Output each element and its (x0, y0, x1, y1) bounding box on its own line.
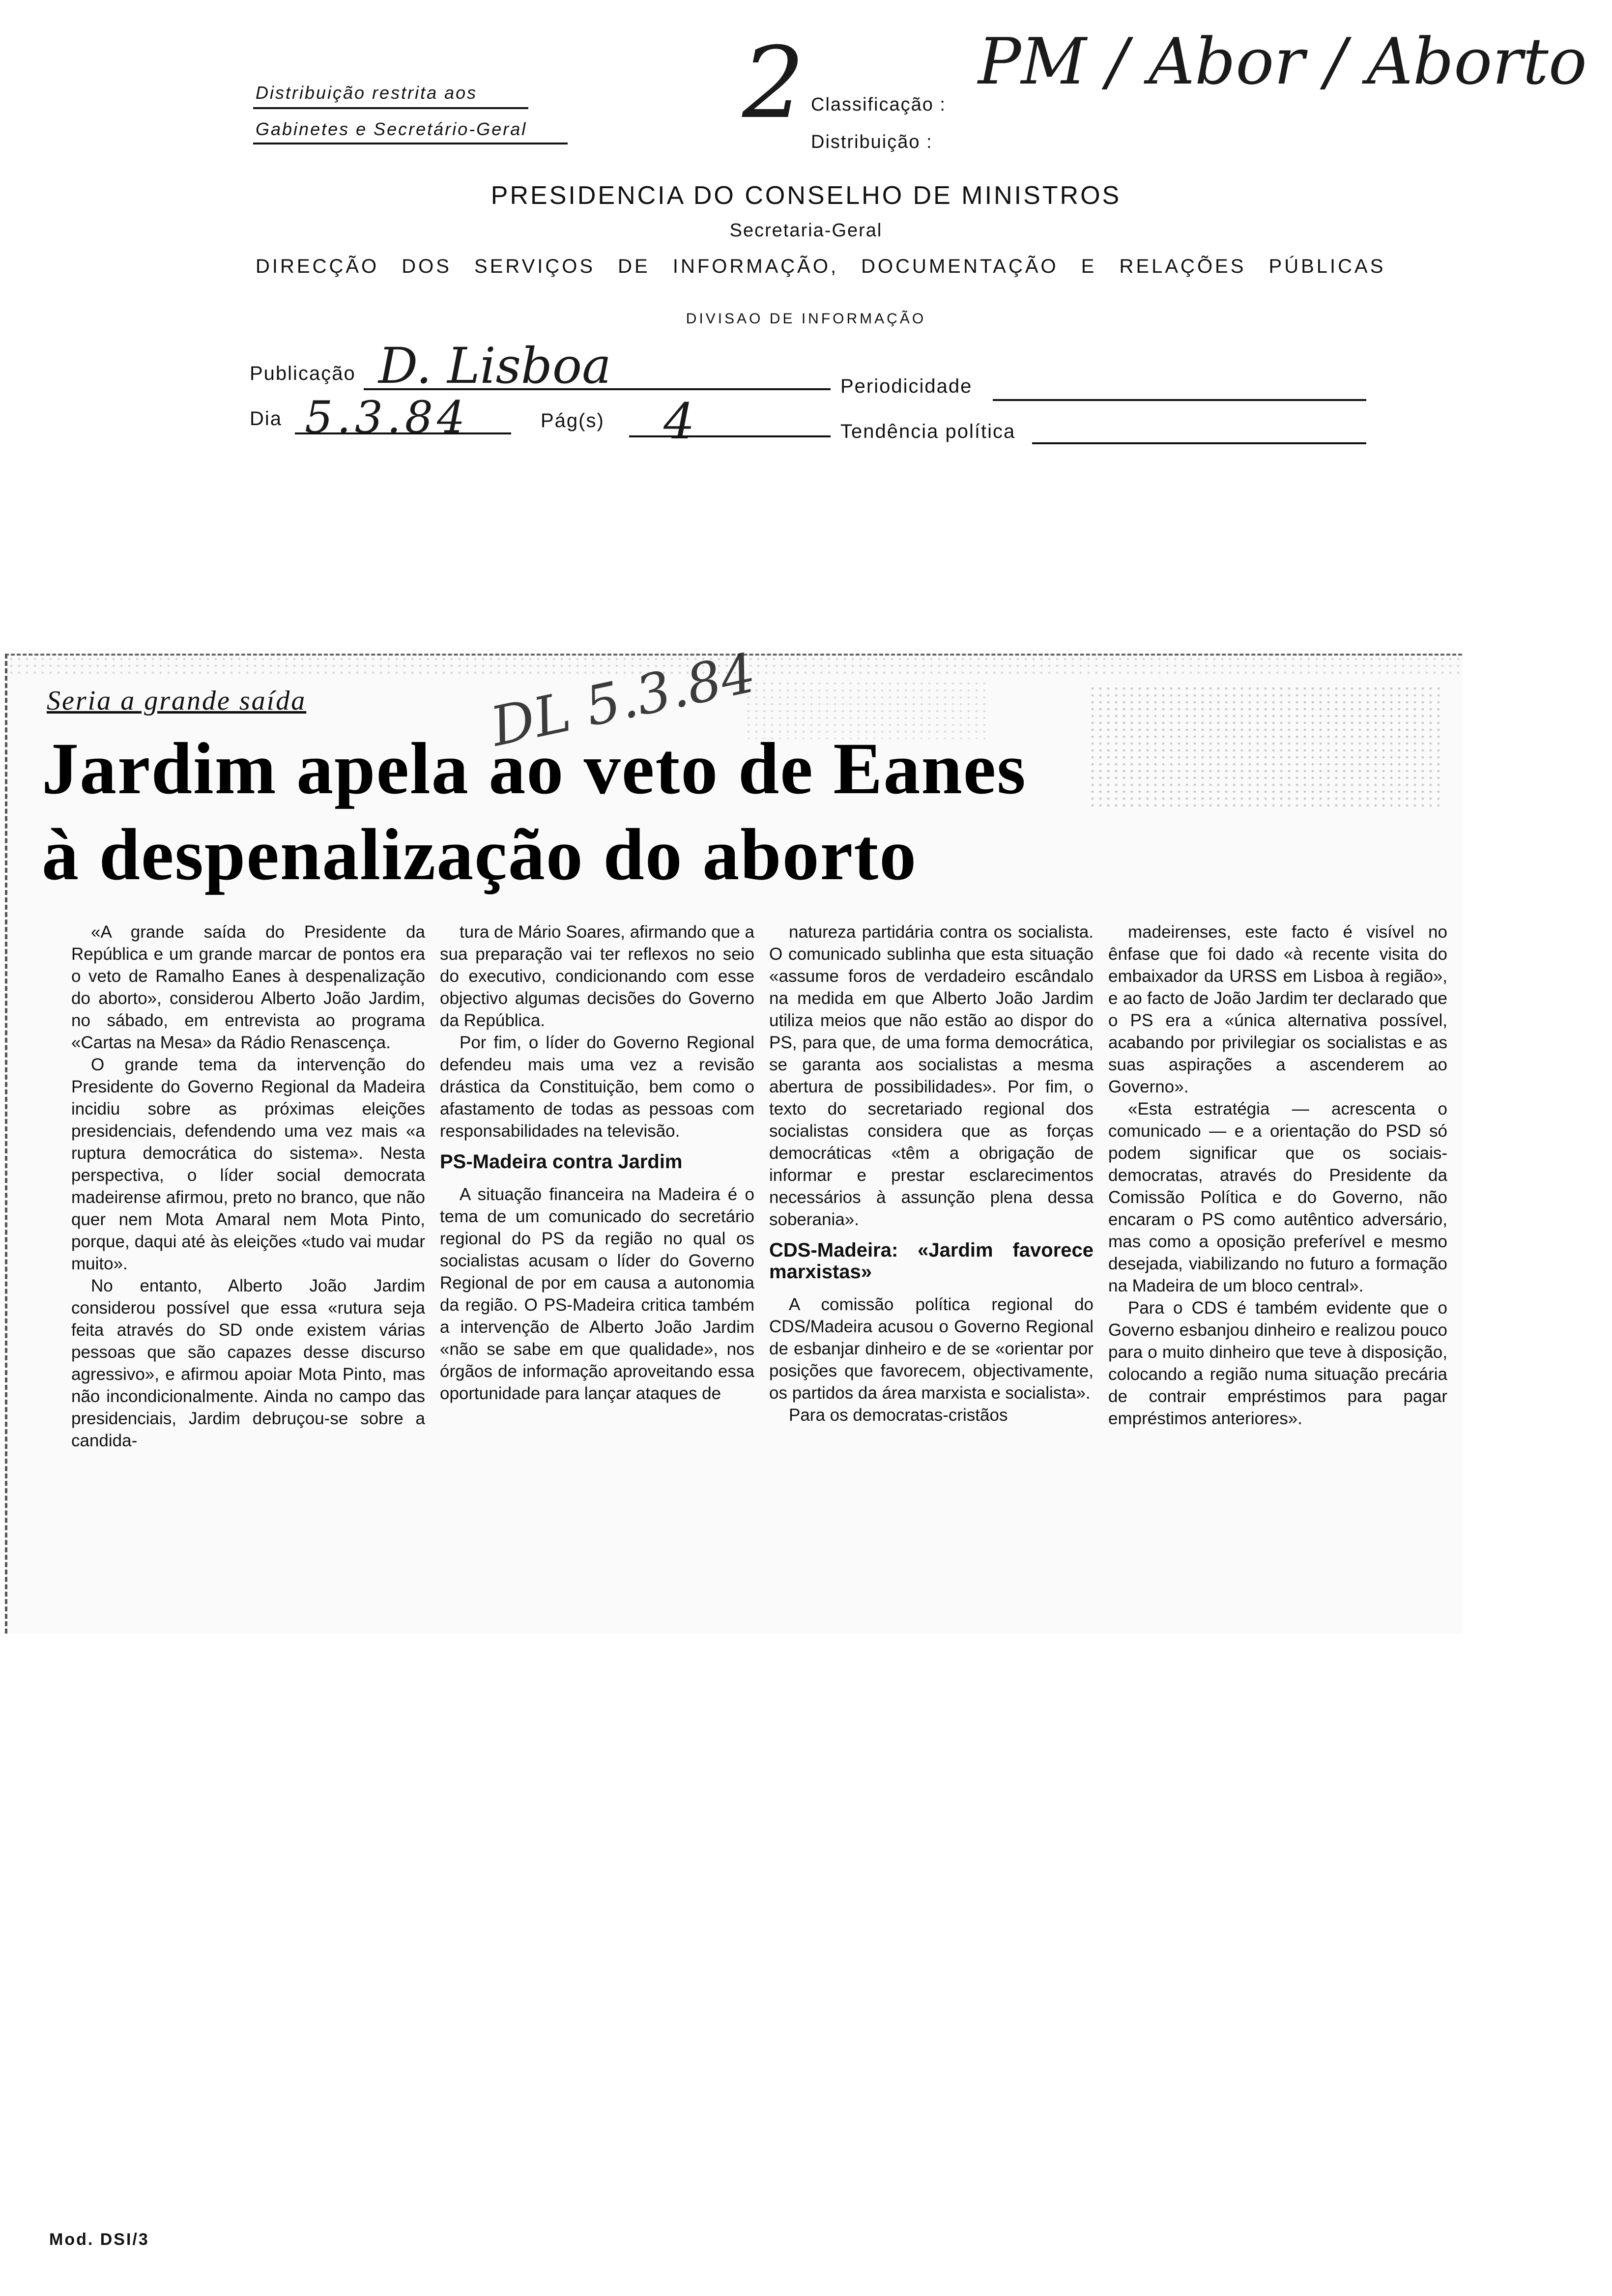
article-column-3 (769, 921, 1094, 1426)
distribuicao-label: Distribuição : (811, 132, 933, 152)
tendencia-label: Tendência política (840, 421, 1016, 442)
periodicidade-line (993, 399, 1366, 401)
pags-line (629, 435, 831, 437)
form-code: Mod. DSI/3 (49, 2230, 149, 2249)
handwritten-subject-note: PM / Abor / Aborto (978, 24, 1587, 99)
publicacao-label: Publicação (250, 363, 356, 384)
col3-paragraph: Para os democratas-cristãos (789, 1406, 1008, 1425)
col4-paragraph: «Esta estratégia — acrescenta o comunicado — e a orientação do PSD só podem significar que os sociais-democratas, através do Presidente da Comissão Política e do Governo, não encaram o PS como autêntico adversário, mas como a oposição preferível e mesmo desejada, viabilizando no futuro a formação na Madeira de um bloco central». (1108, 1099, 1447, 1295)
col2-paragraph: tura de Mário Soares, afirmando que a sua preparação vai ter reflexos no seio do executivo, condicionando com esse objectivo algumas decisões do Governo da República. (440, 922, 754, 1030)
ministry-title: PRESIDENCIA DO CONSELHO DE MINISTROS (490, 181, 1122, 210)
periodicidade-label: Periodicidade (840, 375, 973, 397)
col3-subheading: CDS-Madeira: «Jardim favorece marxistas» (769, 1239, 1094, 1283)
clipping-kicker: Seria a grande saída (47, 686, 307, 716)
divisao-title: DIVISAO DE INFORMAÇÃO (686, 311, 926, 327)
col3-paragraph: A comissão política regional do CDS/Madeira acusou o Governo Regional de esbanjar dinheiro e de se «orientar por posições que favorecem, objectivamente, os partidos da área marxista e socialista». (769, 1295, 1094, 1403)
dia-line (295, 432, 511, 434)
col4-paragraph: madeirenses, este facto é visível no ênfase que foi dado «à recente visita do embaixador da URSS em Lisboa à região», e ao facto de João Jardim ter declarado que o PS era a «única alternativa possível, acabando por privilegiar os socialistas e as suas aspirações a ascenderem ao Governo». (1108, 922, 1447, 1096)
handwritten-date-stamp: DL 5.3.84 (485, 641, 761, 759)
dia-label: Dia (250, 408, 283, 430)
headline-line1: Jardim apela ao veto de Eanes (42, 728, 1027, 809)
handwritten-class-number: 2 (742, 26, 805, 141)
publicacao-value: D. Lisboa (378, 337, 611, 395)
classificacao-label: Classificação : (811, 94, 946, 115)
col1-paragraph: «A grande saída do Presidente da República e um grande marcar de pontos era o veto de Ramalho Eanes à despenalização do aborto», considerou Alberto João Jardim, no sábado, em entrevista ao programa «Cartas na Mesa» da Rádio Renascença. (71, 922, 425, 1052)
direccao-title: DIRECÇÃO DOS SERVIÇOS DE INFORMAÇÃO, DOCUMENTAÇÃO E RELAÇÕES PÚBLICAS (256, 256, 1386, 277)
col1-paragraph: No entanto, Alberto João Jardim considerou possível que essa «rutura seja feita através do SD onde existem várias pessoas que são capazes desse discurso agressivo», e afirmou apoiar Mota Pinto, mas não incondicionalmente. Ainda no campo das presidenciais, Jardim debruçou-se sobre a candida- (71, 1276, 425, 1450)
headline-line2: à despenalização do aborto (42, 814, 918, 895)
photocopy-noise-topright (1089, 685, 1442, 808)
pags-label: Pág(s) (541, 410, 604, 431)
pags-value: 4 (663, 393, 695, 450)
distribution-note-divider (253, 107, 528, 109)
col4-paragraph: Para o CDS é também evidente que o Governo esbanjou dinheiro e realizou pouco para o muito dinheiro que teve à disposição, colocando a região numa situação precária de contrair empréstimos para pagar empréstimos anteriores». (1108, 1298, 1447, 1428)
publicacao-line (364, 388, 831, 390)
dia-value: 5.3.84 (305, 392, 469, 443)
newspaper-clipping (5, 641, 1462, 1634)
article-column-2 (440, 921, 754, 1405)
article-column-4 (1108, 921, 1447, 1430)
col2-paragraph: Por fim, o líder do Governo Regional defendeu mais uma vez a revisão drástica da Constituição, bem como o afastamento de todas as pessoas com responsabilidades na televisão. (440, 1033, 754, 1141)
col2-subheading: PS-Madeira contra Jardim (440, 1151, 683, 1173)
article-column-1 (71, 921, 425, 1452)
distribution-note-line2: Gabinetes e Secretário-Geral (256, 119, 527, 139)
tendencia-line (1032, 442, 1366, 444)
secretaria-subtitle: Secretaria-Geral (729, 220, 883, 241)
col3-paragraph: natureza partidária contra os socialista. O comunicado sublinha que esta situação «assume foros de verdadeiro escândalo na medida em que Alberto João Jardim utiliza meios que não estão ao dispor do PS, para que, de uma forma democrática, se garanta aos socialistas a mesma abertura de possibilidades». Por fim, o texto do secretariado regional dos socialistas considera que as forças democráticas «têm a obrigação de informar e prestar esclarecimentos necessários à assunção plena dessa soberania». (769, 922, 1094, 1229)
col2-paragraph: A situação financeira na Madeira é o tema de um comunicado do secretário regional do PS da região no qual os socialistas acusam o líder do Governo Regional de por em causa a autonomia da região. O PS-Madeira critica também a intervenção de Alberto João Jardim «não se sabe em que qualidade», nos órgãos de informação aproveitando essa oportunidade para lançar ataques de (440, 1185, 754, 1403)
col1-paragraph: O grande tema da intervenção do Presidente do Governo Regional da Madeira incidiu sobre as próximas eleições presidenciais, defendendo uma vez mais «a ruptura democrática do sistema». Nesta perspectiva, o líder social democrata madeirense afirmou, preto no branco, que não quer nem Mota Amaral nem Mota Pinto, porque, daqui até às eleições «tudo vai mudar muito». (71, 1055, 425, 1273)
distribution-note-divider-2 (253, 143, 568, 144)
distribution-note-line1: Distribuição restrita aos (256, 83, 478, 103)
